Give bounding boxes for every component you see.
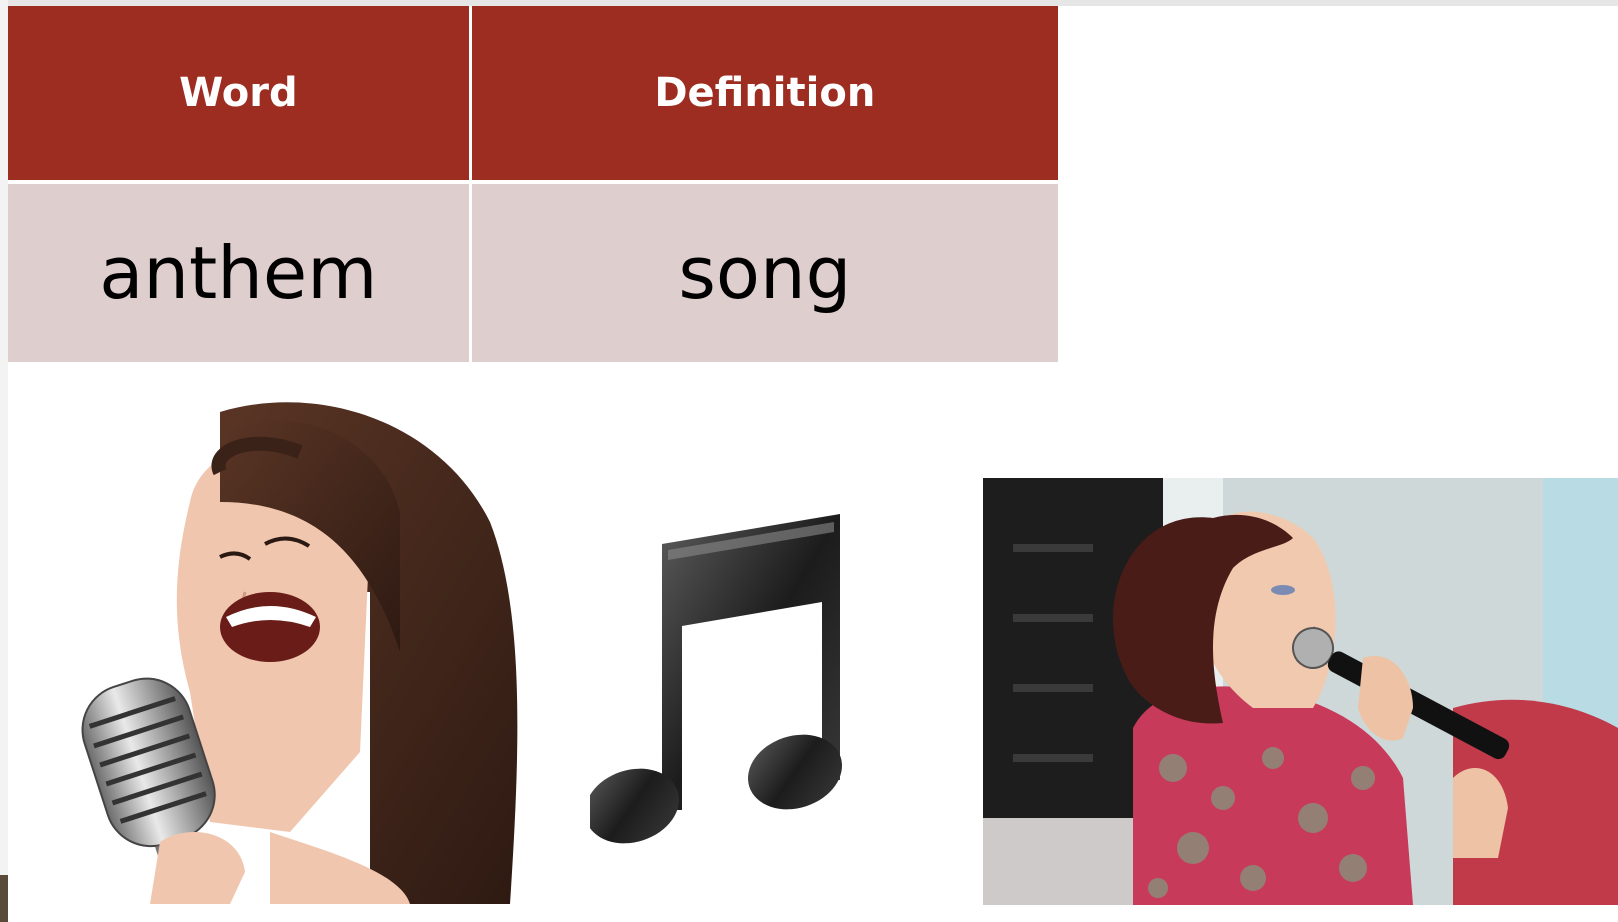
cell-definition: song xyxy=(472,180,1058,362)
header-word: Word xyxy=(8,6,472,180)
left-border xyxy=(0,0,8,922)
table-header-row xyxy=(8,6,1058,180)
table-row xyxy=(8,180,1058,362)
woman-singing-image xyxy=(983,478,1618,905)
vocabulary-table xyxy=(8,6,1058,362)
music-note-icon xyxy=(590,510,875,860)
cell-word: anthem xyxy=(8,180,472,362)
girl-singing-image xyxy=(70,392,540,904)
header-definition: Definition xyxy=(472,6,1058,180)
left-border-dark xyxy=(0,875,8,922)
